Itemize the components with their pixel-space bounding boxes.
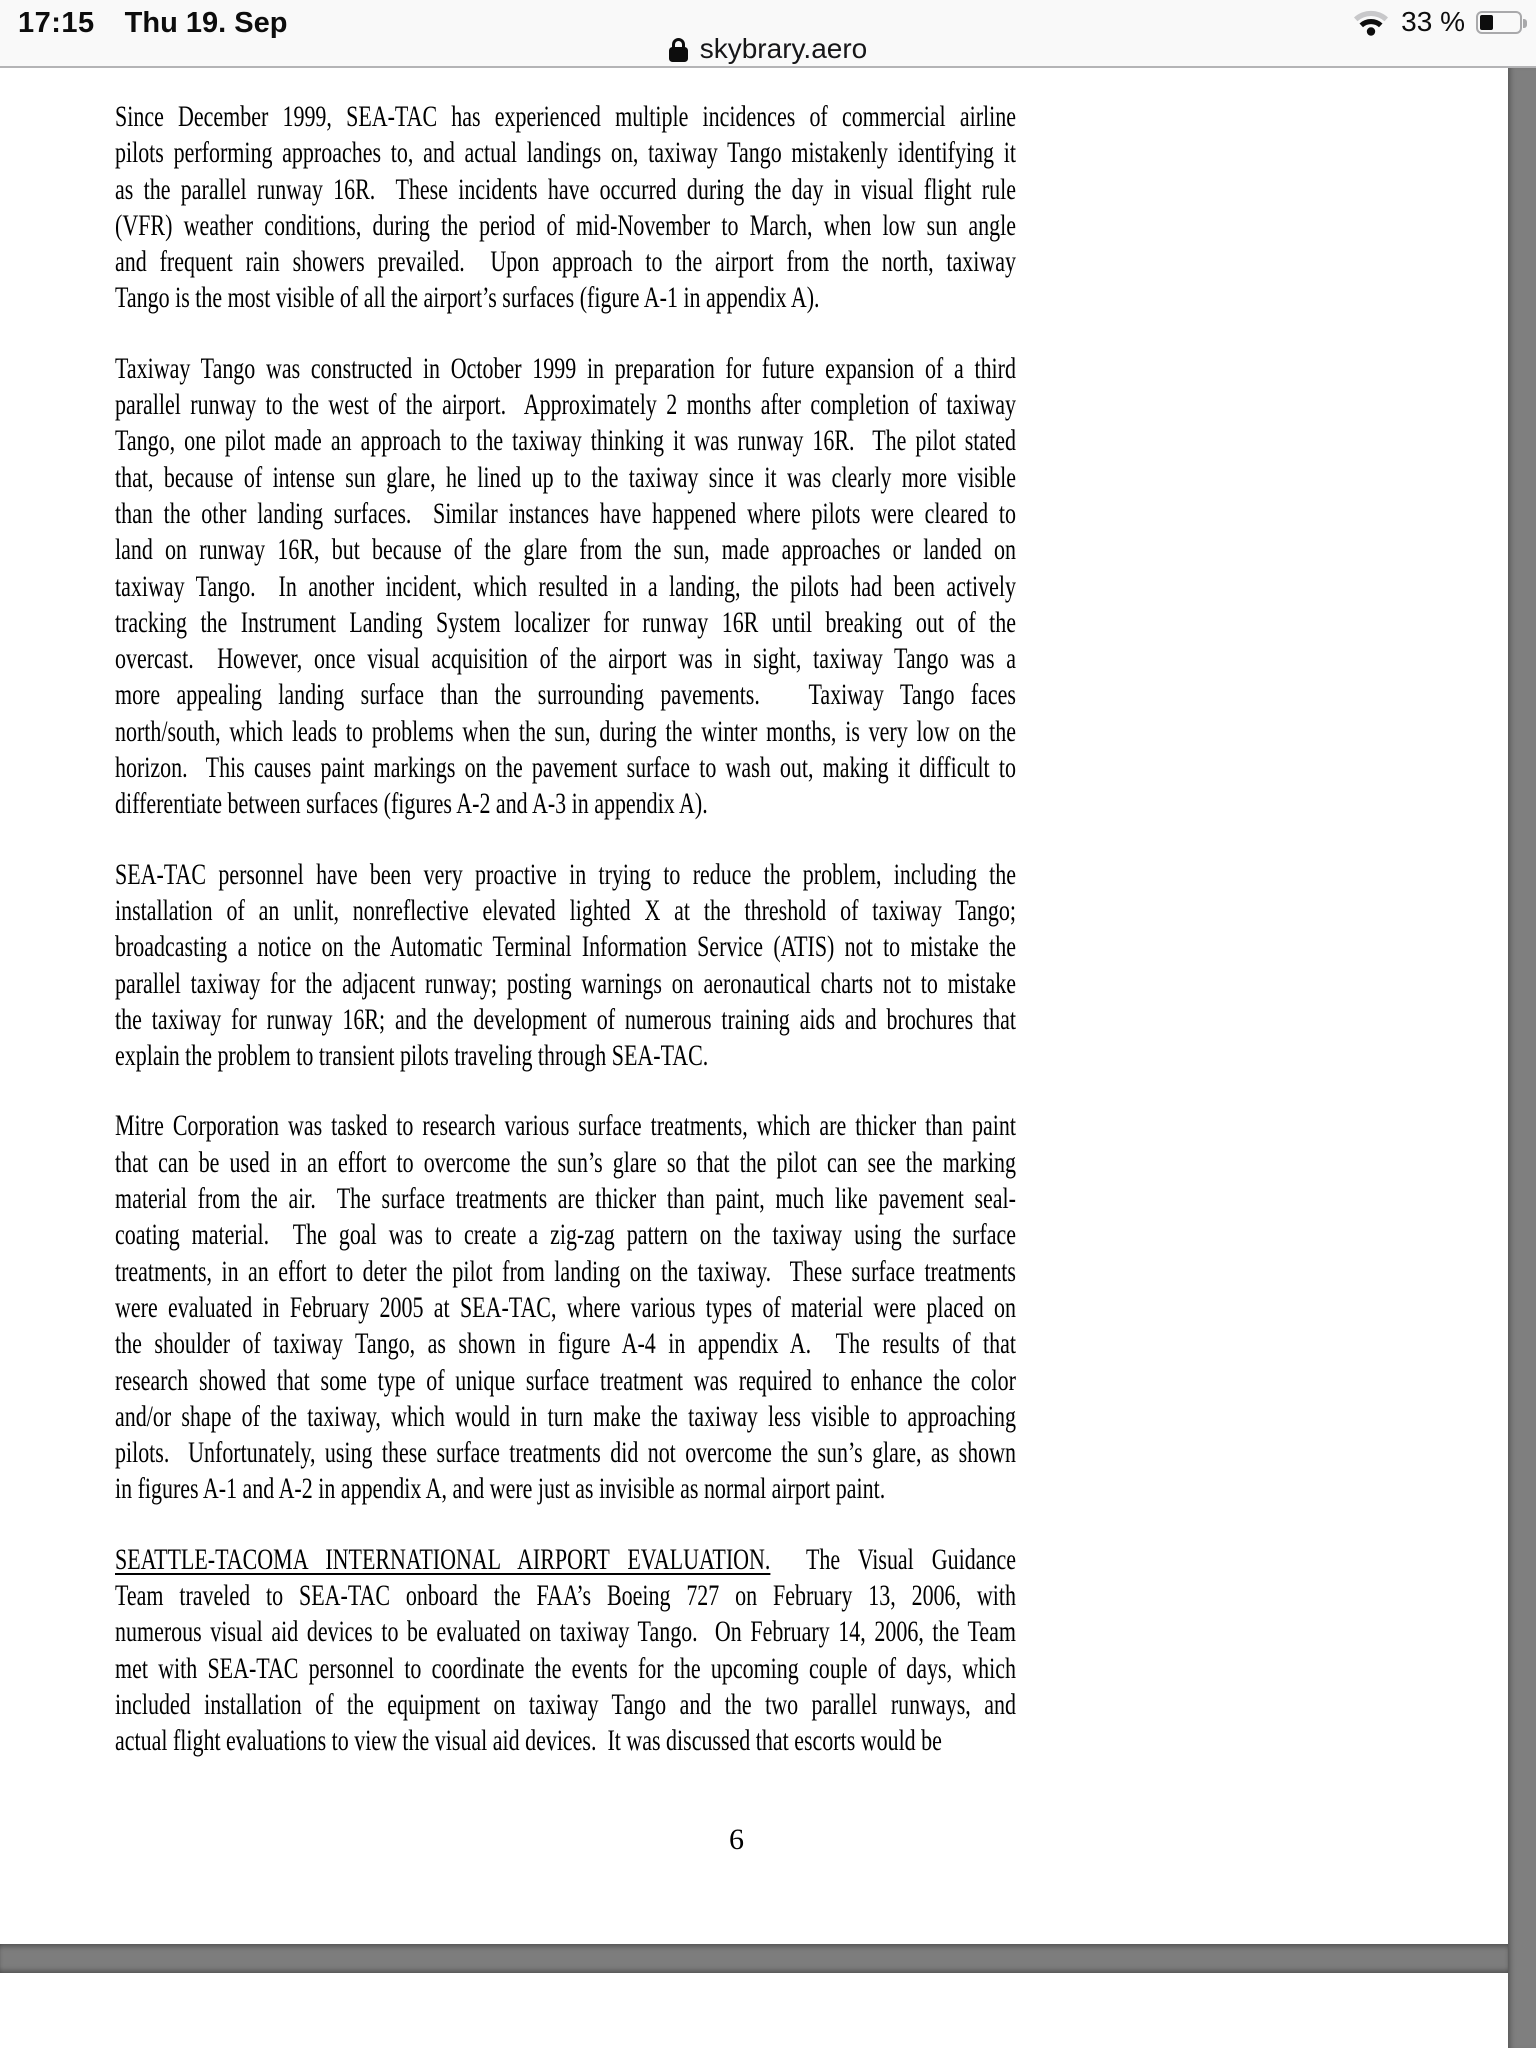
battery-fill bbox=[1480, 15, 1493, 30]
text-line: Team traveled to SEA-TAC onboard the FAA’s Boeing 727 on February 13, 2006, with bbox=[115, 1578, 1016, 1612]
text-line: and/or shape of the taxiway, which would in turn make the taxiway less visible to approaching bbox=[115, 1399, 1016, 1433]
clock: 17:15 bbox=[18, 7, 95, 39]
text-line: research showed that some type of unique surface treatment was required to enhance the color bbox=[115, 1363, 1016, 1397]
page-separator bbox=[0, 1944, 1508, 1973]
text-line: explain the problem to transient pilots traveling through SEA-TAC. bbox=[115, 1039, 709, 1073]
text-line: taxiway Tango. In another incident, which resulted in a landing, the pilots had been actively bbox=[115, 569, 1016, 603]
battery-percent-label: 33 % bbox=[1401, 6, 1465, 37]
paragraph bbox=[115, 857, 1016, 1075]
text-line bbox=[115, 1542, 1016, 1578]
pdf-viewer[interactable] bbox=[0, 68, 1536, 2048]
url-label: skybrary.aero bbox=[699, 33, 868, 64]
document-text bbox=[115, 99, 1016, 1759]
text-line: numerous visual aid devices to be evaluated on taxiway Tango. On February 14, 2006, the Team bbox=[115, 1615, 1016, 1649]
text-line: pilots. Unfortunately, using these surface treatments did not overcome the sun’s glare, as shown bbox=[115, 1436, 1016, 1470]
text-line: (VFR) weather conditions, during the period of mid-November to March, when low sun angle bbox=[115, 208, 1016, 242]
text-line: north/south, which leads to problems when the sun, during the winter months, is very low on the bbox=[115, 714, 1016, 748]
underlined-heading: SEATTLE-TACOMA INTERNATIONAL AIRPORT EVALUATION. bbox=[115, 1542, 771, 1576]
text-line: met with SEA-TAC personnel to coordinate the events for the upcoming couple of days, which bbox=[115, 1651, 1016, 1685]
text-line: were evaluated in February 2005 at SEA-TAC, where various types of material were placed on bbox=[115, 1290, 1016, 1324]
date: Thu 19. Sep bbox=[124, 7, 288, 39]
text-line: installation of an unlit, nonreflective elevated lighted X at the threshold of taxiway Tango; bbox=[115, 893, 1016, 927]
pdf-background-strip bbox=[1508, 68, 1536, 2048]
text-line: parallel runway to the west of the airport. Approximately 2 months after completion of taxiway bbox=[115, 388, 1016, 422]
text-segment: The Visual Guidance bbox=[770, 1542, 1016, 1576]
text-line: as the parallel runway 16R. These incidents have occurred during the day in visual flight rule bbox=[115, 172, 1016, 206]
battery-icon bbox=[1476, 11, 1522, 34]
text-line: tracking the Instrument Landing System localizer for runway 16R until breaking out of the bbox=[115, 605, 1016, 639]
text-line: the taxiway for runway 16R; and the development of numerous training aids and brochures that bbox=[115, 1002, 1016, 1036]
address-bar[interactable] bbox=[0, 32, 1536, 66]
text-line: differentiate between surfaces (figures A-2 and A-3 in appendix A). bbox=[115, 787, 708, 821]
paragraph bbox=[115, 1542, 1016, 1760]
text-line: that, because of intense sun glare, he lined up to the taxiway since it was clearly more visible bbox=[115, 460, 1016, 494]
paragraph bbox=[115, 1108, 1016, 1507]
text-line: actual flight evaluations to view the visual aid devices. It was discussed that escorts would be bbox=[115, 1724, 942, 1758]
text-line: that can be used in an effort to overcome the sun’s glare so that the pilot can see the marking bbox=[115, 1145, 1016, 1179]
text-line: horizon. This causes paint markings on the pavement surface to wash out, making it difficult to bbox=[115, 751, 1016, 785]
text-line: Mitre Corporation was tasked to research various surface treatments, which are thicker than paint bbox=[115, 1109, 1016, 1143]
text-line: treatments, in an effort to deter the pilot from landing on the taxiway. These surface treatments bbox=[115, 1254, 1016, 1288]
text-line: parallel taxiway for the adjacent runway; posting warnings on aeronautical charts not to mistake bbox=[115, 966, 1016, 1000]
text-line: and frequent rain showers prevailed. Upon approach to the airport from the north, taxiway bbox=[115, 245, 1016, 279]
lock-icon bbox=[669, 37, 688, 62]
text-line: Tango is the most visible of all the airport’s surfaces (figure A-1 in appendix A). bbox=[115, 281, 820, 315]
battery-nub bbox=[1523, 19, 1527, 28]
text-line: Since December 1999, SEA-TAC has experienced multiple incidences of commercial airline bbox=[115, 100, 1016, 133]
paragraph bbox=[115, 351, 1016, 823]
text-line: coating material. The goal was to create a zig-zag pattern on the taxiway using the surface bbox=[115, 1218, 1016, 1252]
text-line: more appealing landing surface than the surrounding pavements. Taxiway Tango faces bbox=[115, 678, 1016, 712]
text-line: pilots performing approaches to, and actual landings on, taxiway Tango mistakenly identifying it bbox=[115, 136, 1016, 170]
paragraph bbox=[115, 99, 1016, 317]
text-line: included installation of the equipment on taxiway Tango and the two parallel runways, and bbox=[115, 1687, 1016, 1721]
text-line: than the other landing surfaces. Similar instances have happened where pilots were cleared to bbox=[115, 496, 1016, 530]
text-line: material from the air. The surface treatments are thicker than paint, much like pavement seal- bbox=[115, 1182, 1016, 1216]
text-line: SEA-TAC personnel have been very proactive in trying to reduce the problem, including the bbox=[115, 857, 1016, 891]
text-line: broadcasting a notice on the Automatic Terminal Information Service (ATIS) not to mistake the bbox=[115, 930, 1016, 964]
page-number: 6 bbox=[729, 1823, 744, 1856]
text-line: Tango, one pilot made an approach to the taxiway thinking it was runway 16R. The pilot stated bbox=[115, 424, 1016, 458]
browser-top-bar bbox=[0, 0, 1536, 68]
text-line: in figures A-1 and A-2 in appendix A, and were just as invisible as normal airport paint. bbox=[115, 1472, 886, 1506]
text-line: land on runway 16R, but because of the glare from the sun, made approaches or landed on bbox=[115, 533, 1016, 567]
text-line: Taxiway Tango was constructed in October 1999 in preparation for future expansion of a third bbox=[115, 351, 1016, 385]
text-line: overcast. However, once visual acquisition of the airport was in sight, taxiway Tango was a bbox=[115, 642, 1016, 676]
text-line: the shoulder of taxiway Tango, as shown in figure A-4 in appendix A. The results of that bbox=[115, 1327, 1016, 1361]
